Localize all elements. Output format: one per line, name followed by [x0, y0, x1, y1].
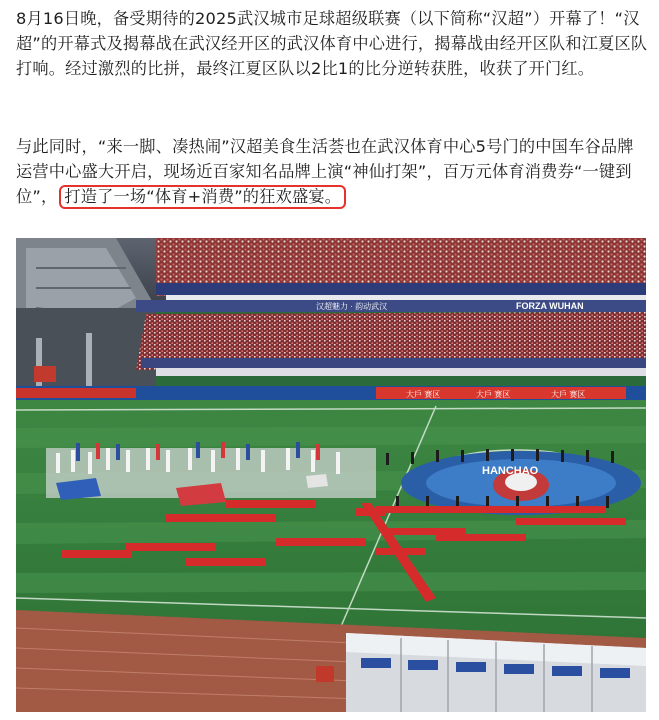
paragraph-food-festival-text: 与此同时，“来一脚、凑热闹”汉超美食生活荟也在武汉体育中心5号门的中国车谷品牌运营中心盛大开启，现场近百家知名品牌上演“神仙打架”，百万元体育消费券“一键到位”，	[16, 137, 634, 206]
stand-banner-text: 汉超魅力 · 韵动武汉	[316, 302, 388, 311]
performers-group-left	[46, 442, 376, 506]
stadium-opening-ceremony-photo	[16, 238, 646, 712]
paragraph-food-festival	[16, 134, 648, 209]
forza-wuhan-banner: FORZA WUHAN	[516, 301, 584, 311]
ad-board-text-3: 大戶 赛区	[551, 390, 586, 399]
ad-board-text-1: 大戶 赛区	[406, 390, 441, 399]
field-logo-text: HANCHAO	[482, 465, 539, 477]
highlighted-phrase: 打造了一场“体育+消费”的狂欢盛宴。	[59, 185, 346, 209]
paragraph-intro: 8月16日晚，备受期待的2025武汉城市足球超级联赛（以下简称“汉超”）开幕了！“汉超”的开幕式及揭幕战在武汉经开区的武汉体育中心进行，揭幕战由经开区队和江夏区队打响。经过激烈的比拼，最终江夏区队以2比1的比分逆转获胜，收获了开门红。	[16, 9, 648, 78]
ad-board-text-2: 大戶 赛区	[476, 390, 511, 399]
